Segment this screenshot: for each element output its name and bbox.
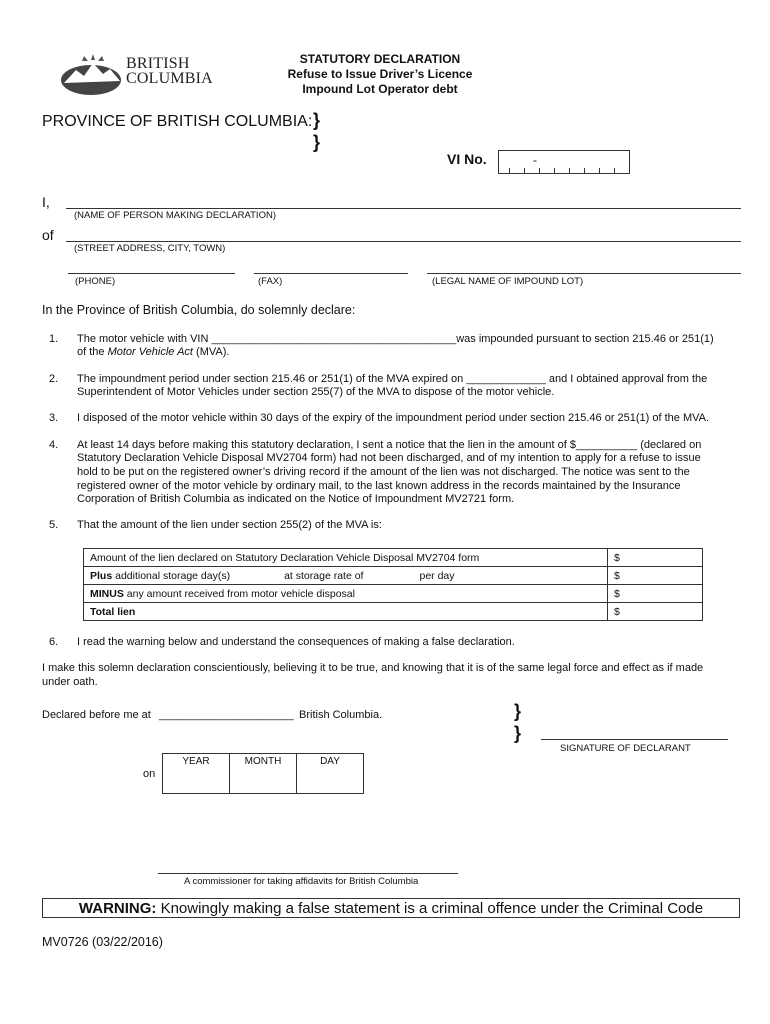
lien-table <box>83 548 703 621</box>
commissioner-caption: A commissioner for taking affidavits for British Columbia <box>184 876 419 887</box>
commissioner-signature-field[interactable] <box>158 873 458 874</box>
date-day-field[interactable]: DAY <box>297 754 364 794</box>
item-4-line-d: registered owner of the motor vehicle by ordinary mail, to the last known address in the records maintained by the Insurance <box>77 480 681 492</box>
table-row <box>84 585 703 603</box>
form-title: STATUTORY DECLARATION <box>299 52 461 66</box>
signature-caption: SIGNATURE OF DECLARANT <box>560 743 691 754</box>
form-subtitle-2: Impound Lot Operator debt <box>302 82 458 96</box>
item-2-line-a: The impoundment period under section 215.46 or 251(1) of the MVA expired on _____________ and I obtained approval from the <box>77 373 708 385</box>
date-year-field[interactable]: YEAR <box>163 754 230 794</box>
solemn-line-1: I make this solemn declaration conscientiously, believing it to be true, and knowing that it is of the same legal force and effect as if made <box>42 662 704 674</box>
total-lien-label: Total lien <box>84 603 608 621</box>
item-3-line-a: I disposed of the motor vehicle within 30 days of the expiry of the impoundment period under section 215.46 or 251(1) of the MVA. <box>77 412 710 424</box>
item-4-line-e: Corporation of British Columbia as indicated on the Notice of Impoundment MV2721 form. <box>77 493 515 505</box>
declared-place-field[interactable]: ______________________ <box>159 709 294 721</box>
item-6-number: 6. <box>49 636 59 648</box>
warning-text: Knowingly making a false statement is a criminal offence under the Criminal Code <box>156 900 704 917</box>
declared-before-label: Declared before me at <box>42 709 151 721</box>
vi-number-field[interactable] <box>498 150 630 174</box>
item-2-line-b: Superintendent of Motor Vehicles under section 255(7) of the MVA to dispose of the motor vehicle. <box>77 386 555 398</box>
table-row <box>84 567 703 585</box>
form-id: MV0726 (03/22/2016) <box>42 935 163 949</box>
on-label: on <box>143 768 156 780</box>
item-4-line-c: hold to be put on the registered owner’s driving record if the amount of the lien was not discharged. The notice was sent to the <box>77 466 690 478</box>
of-label: of <box>42 227 54 243</box>
impound-lot-field[interactable] <box>427 273 741 274</box>
lien-declared-amount[interactable]: $ <box>608 549 703 567</box>
bc-logo <box>60 50 213 96</box>
date-month-field[interactable]: MONTH <box>230 754 297 794</box>
item-1-number: 1. <box>49 333 59 345</box>
impound-lot-caption: (LEGAL NAME OF IMPOUND LOT) <box>432 276 584 287</box>
province-label: PROVINCE OF BRITISH COLUMBIA: <box>42 113 313 130</box>
address-caption: (STREET ADDRESS, CITY, TOWN) <box>74 243 226 254</box>
lien-declared-label: Amount of the lien declared on Statutory Declaration Vehicle Disposal MV2704 form <box>84 549 608 567</box>
item-1-line-b: of the Motor Vehicle Act (MVA). <box>77 346 230 358</box>
total-lien-amount[interactable]: $ <box>608 603 703 621</box>
i-label: I, <box>42 194 50 210</box>
signature-field[interactable] <box>541 739 728 740</box>
signature-brace-1: } <box>514 701 522 721</box>
item-2-number: 2. <box>49 373 59 385</box>
fax-field[interactable] <box>254 273 408 274</box>
vi-label: VI No. <box>447 151 487 167</box>
warning-box <box>42 898 740 918</box>
address-field[interactable] <box>66 241 741 242</box>
fax-caption: (FAX) <box>258 276 283 287</box>
table-row <box>84 603 703 621</box>
item-4-line-b: Statutory Declaration Vehicle Disposal MV2704 form) had not been discharged, and of my intention to apply for a refuse to issue <box>77 452 701 464</box>
item-5-line-a: That the amount of the lien under section 255(2) of the MVA is: <box>77 519 382 531</box>
storage-row-label: Plus additional storage day(s) at storage rate of per day <box>84 567 608 585</box>
item-4-number: 4. <box>49 439 59 451</box>
bc-logo-mark <box>60 50 124 96</box>
item-1-line-a: The motor vehicle with VIN ________________________________________was impounded pursuant to section 215.46 or 251(1) <box>77 333 714 345</box>
declared-province: British Columbia. <box>299 709 383 721</box>
name-field[interactable] <box>66 208 741 209</box>
province-brace-1: } <box>313 110 321 130</box>
storage-amount[interactable]: $ <box>608 567 703 585</box>
phone-caption: (PHONE) <box>75 276 116 287</box>
item-5-number: 5. <box>49 519 59 531</box>
name-caption: (NAME OF PERSON MAKING DECLARATION) <box>74 210 276 221</box>
logo-line2: COLUMBIA <box>126 70 213 87</box>
intro-text: In the Province of British Columbia, do solemnly declare: <box>42 303 356 317</box>
solemn-line-2: under oath. <box>42 676 98 688</box>
date-table <box>162 753 364 794</box>
warning-label: WARNING: <box>78 900 157 917</box>
item-3-number: 3. <box>49 412 59 424</box>
phone-field[interactable] <box>68 273 235 274</box>
signature-brace-2: } <box>514 723 522 743</box>
vi-dash: - <box>533 153 537 167</box>
minus-row-label: MINUS any amount received from motor vehicle disposal <box>84 585 608 603</box>
form-subtitle-1: Refuse to Issue Driver’s Licence <box>287 67 473 81</box>
logo-line1: BRITISH <box>126 55 190 72</box>
item-6-line-a: I read the warning below and understand the consequences of making a false declaration. <box>77 636 515 648</box>
item-4-line-a: At least 14 days before making this statutory declaration, I sent a notice that the lien in the amount of $__________ (declared on <box>77 439 702 451</box>
province-brace-2: } <box>313 132 321 152</box>
minus-amount[interactable]: $ <box>608 585 703 603</box>
table-row <box>84 549 703 567</box>
